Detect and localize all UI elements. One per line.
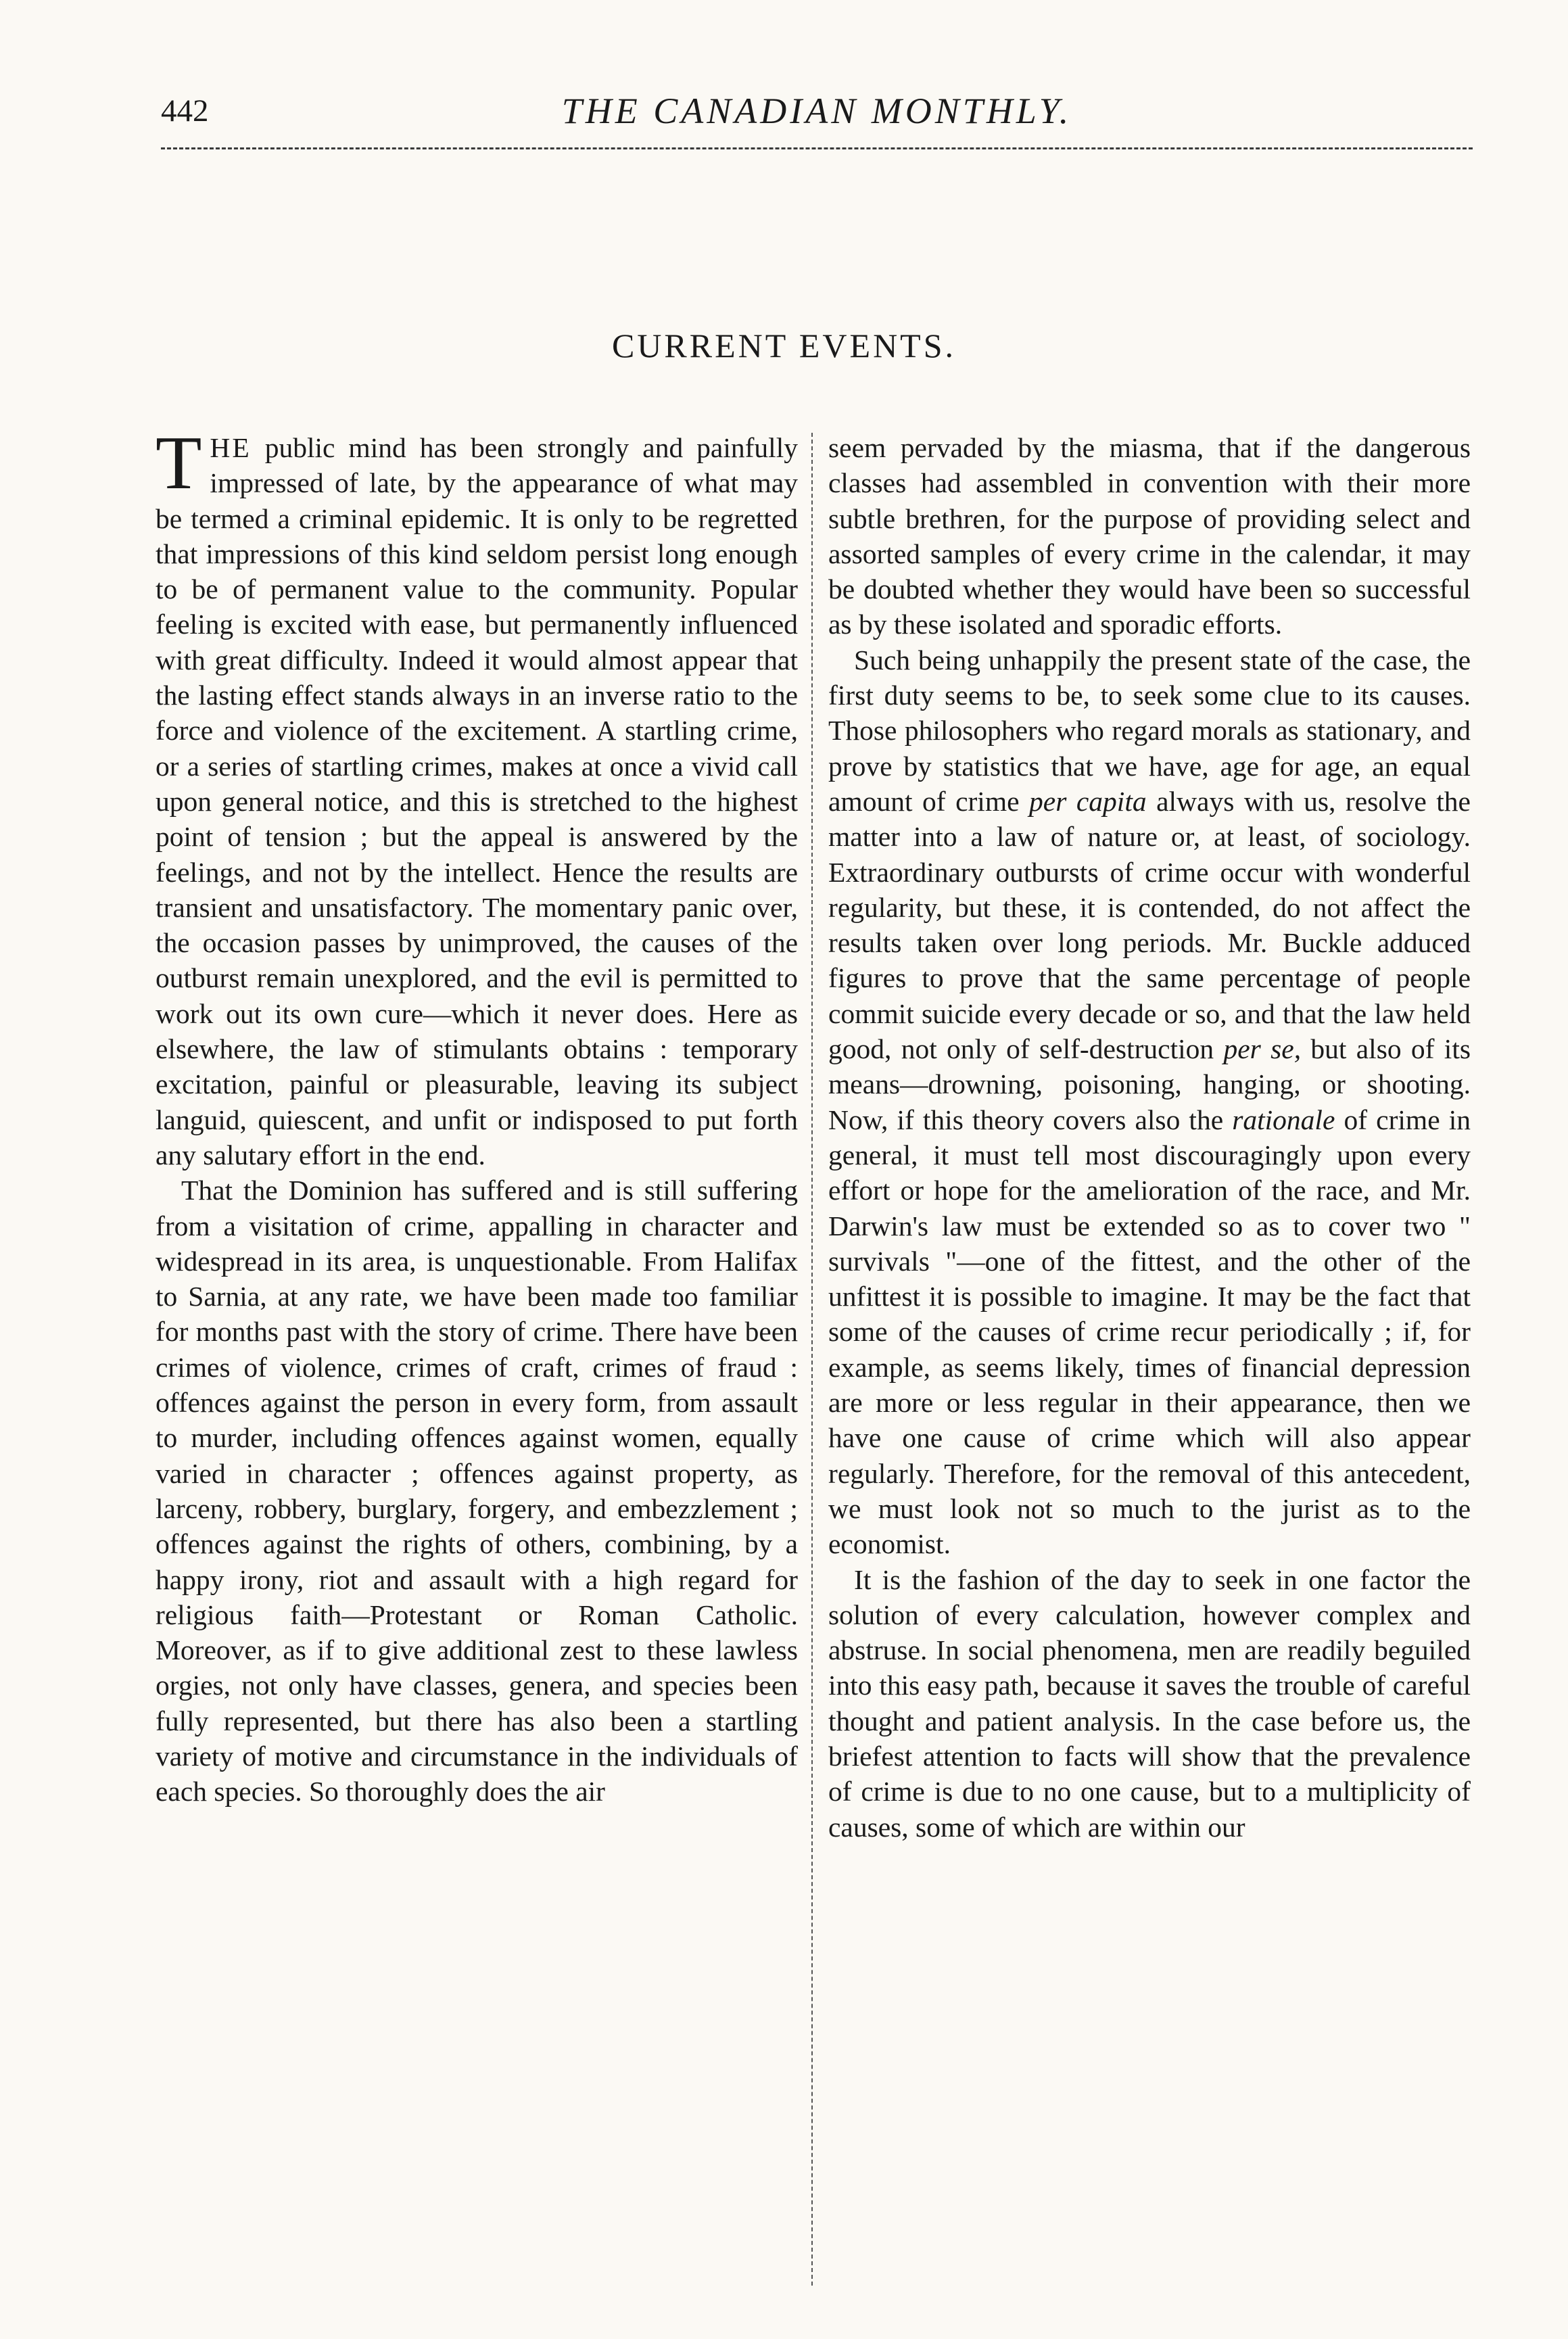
paragraph	[828, 642, 1471, 1562]
page-number: 442	[161, 93, 209, 128]
right-column	[828, 430, 1471, 1845]
italic-phrase: rationale	[1232, 1104, 1335, 1135]
paragraph-text: Such being unhappily the present state of the case, the first duty seems to be, to seek some clue to its causes. Those philosophers who regard morals as stationary, and prove by statistics that we have, age for age, an equal amount of crime	[828, 644, 1471, 817]
paragraph-text: but also of its means—drowning, poisoning, hanging, or shooting. Now, if this theory covers also the	[828, 1033, 1471, 1135]
section-title: CURRENT EVENTS.	[611, 327, 957, 364]
column-divider	[811, 433, 813, 2286]
paragraph: That the Dominion has suffered and is still suffering from a visitation of crime, appalling in character and widespread in its area, is unquestionable. From Halifax to Sarnia, at any rate, we have been made too familiar for months past with the story of crime. There have been crimes of violence, crimes of craft, crimes of fraud : offences against the person in every form, from assault to murder, including offences against women, equally varied in character ; offences against property, as larceny, robbery, burglary, forgery, and embezzlement ; offences against the rights of others, combining, by a happy irony, riot and assault with a high regard for religious faith—Protestant or Roman Catholic. Moreover, as if to give additional zest to these lawless orgies, not only have classes, genera, and species been fully represented, but there has also been a startling variety of motive and circumstance in the individuals of each species. So thoroughly does the air	[156, 1175, 798, 1808]
paragraph	[156, 421, 798, 1173]
italic-phrase: per capita	[1029, 785, 1147, 817]
paragraph-text: public mind has been strongly and painfully impressed of late, by the appearance of what may be termed a criminal epidemic. It is only to be regretted that impressions of this kind seldom persist long enough to be of permanent value to the community. Popular feeling is excited with ease, but permanently influenced with great difficulty. Indeed it would almost appear that the lasting effect stands always in an inverse ratio to the force and violence of the excitement. A startling crime, or a series of startling crimes, makes at once a vivid call upon general notice, and this is stretched to the highest point of tension ; but the appeal is answered by the feelings, and not by the intellect. Hence the results are transient and unsatisfactory. The momentary panic over, the occasion passes by unimproved, the causes of the outburst remain unexplored, and the evil is permitted to work out its own cure—which it never does. Here as elsewhere, the law of stimulants obtains : temporary excitation, painful or pleasurable, leaving its subject languid, quiescent, and unfit or indisposed to put forth any salutary effort in the end.	[156, 432, 798, 1171]
page-header	[161, 85, 1473, 139]
left-column	[156, 421, 798, 1810]
lead-caps: HE	[210, 432, 252, 463]
drop-cap: T	[156, 421, 202, 505]
paragraph-text: of crime in general, it must tell most discouragingly upon every effort or hope for the amelioration of the race, and Mr. Darwin's law must be extended so as to cover two " survivals "—one of the fittest, and the other of the unfittest it is possible to imagine. It may be the fact that some of the causes of crime recur periodically ; if, for example, as seems likely, times of financial depression are more or less regular in their appearance, then we have one cause of crime which will also appear regularly. Therefore, for the removal of this antecedent, we must look not so much to the jurist as to the economist.	[828, 1104, 1471, 1560]
header-rule	[161, 147, 1473, 149]
paragraph: It is the fashion of the day to seek in one factor the solution of every calculation, however complex and abstruse. In social phenomena, men are readily beguiled into this easy path, because it saves the trouble of careful thought and patient analysis. In the case before us, the briefest attention to facts will show that the prevalence of crime is due to no one cause, but to a multiplicity of causes, some of which are within our	[828, 1563, 1471, 1843]
paragraph: seem pervaded by the miasma, that if the dangerous classes had assembled in convention with their more subtle brethren, for the purpose of providing select and assorted samples of every crime in the calendar, it may be doubted whether they would have been so successful as by these isolated and sporadic efforts.	[828, 432, 1471, 640]
italic-phrase: per se,	[1223, 1033, 1302, 1065]
paragraph-text: always with us, resolve the matter into a law of nature or, at least, of sociology. Extraordinary outbursts of crime occur with wonderful regularity, but these, it is contended, do not affect the results taken over long periods. Mr. Buckle adduced figures to prove that the same percentage of people commit suicide every decade or so, and that the law held good, not only of self-destruction	[828, 785, 1471, 1065]
running-title: THE CANADIAN MONTHLY.	[561, 91, 1072, 131]
